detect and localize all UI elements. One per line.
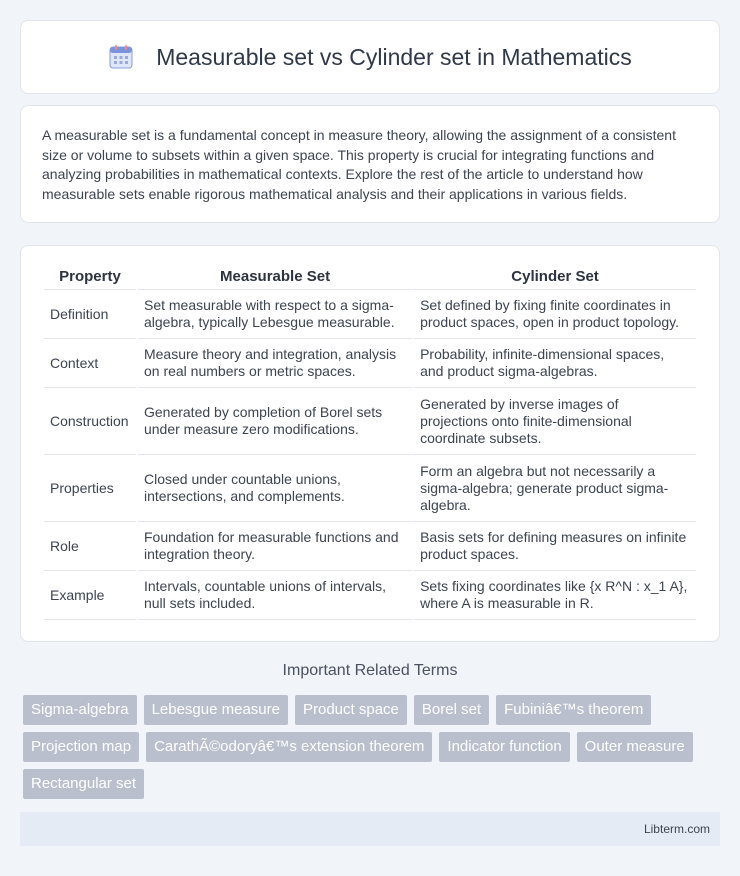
table-row — [44, 455, 696, 522]
row-cylinder-set: Form an algebra but not necessarily a sigma-algebra; generate product sigma-algebra. — [414, 455, 696, 522]
footer — [20, 812, 720, 846]
row-cylinder-set: Sets fixing coordinates like {x R^N : x_1 A}, where A is measurable in R. — [414, 571, 696, 620]
row-property: Definition — [44, 290, 136, 339]
table-header-row — [44, 264, 696, 290]
row-cylinder-set: Generated by inverse images of projections onto finite-dimensional coordinate subsets. — [414, 388, 696, 455]
row-property: Role — [44, 522, 136, 571]
row-property: Context — [44, 339, 136, 388]
row-property: Example — [44, 571, 136, 620]
column-header-measurable-set: Measurable Set — [138, 264, 412, 290]
table-row — [44, 522, 696, 571]
row-measurable-set: Foundation for measurable functions and integration theory. — [138, 522, 412, 571]
column-header-property: Property — [44, 264, 136, 290]
comparison-table-card — [20, 245, 720, 642]
tag-rectangular-set[interactable]: Rectangular set — [23, 769, 144, 799]
tag-sigma-algebra[interactable]: Sigma-algebra — [23, 695, 137, 725]
row-measurable-set: Closed under countable unions, intersections, and complements. — [138, 455, 412, 522]
table-row — [44, 290, 696, 339]
related-terms-tags — [23, 695, 713, 806]
table-row — [44, 388, 696, 455]
row-property: Properties — [44, 455, 136, 522]
column-header-cylinder-set: Cylinder Set — [414, 264, 696, 290]
row-measurable-set: Intervals, countable unions of intervals, null sets included. — [138, 571, 412, 620]
tag-projection-map[interactable]: Projection map — [23, 732, 139, 762]
tag-borel-set[interactable]: Borel set — [414, 695, 489, 725]
header-card — [20, 20, 720, 94]
tag-caratheodory-extension-theorem[interactable]: CarathÃ©odoryâ€™s extension theorem — [146, 732, 432, 762]
intro-text: A measurable set is a fundamental concept in measure theory, allowing the assignment of a consistent size or volume to subsets within a given space. This property is crucial for integrating functions and analyzing probabilities in mathematical contexts. Explore the rest of the article to understand how measurable sets enable rigorous mathematical analysis and their applications in various fields. — [42, 127, 676, 202]
tag-product-space[interactable]: Product space — [295, 695, 407, 725]
row-cylinder-set: Set defined by fixing finite coordinates in product spaces, open in product topology. — [414, 290, 696, 339]
table-row — [44, 339, 696, 388]
table-row — [44, 571, 696, 620]
row-cylinder-set: Basis sets for defining measures on infinite product spaces. — [414, 522, 696, 571]
tag-lebesgue-measure[interactable]: Lebesgue measure — [144, 695, 288, 725]
row-measurable-set: Measure theory and integration, analysis on real numbers or metric spaces. — [138, 339, 412, 388]
page-title: Measurable set vs Cylinder set in Mathematics — [156, 43, 632, 70]
row-measurable-set: Generated by completion of Borel sets under measure zero modifications. — [138, 388, 412, 455]
comparison-table — [42, 264, 698, 620]
tag-outer-measure[interactable]: Outer measure — [577, 732, 693, 762]
related-terms-title: Important Related Terms — [282, 662, 458, 679]
intro-card — [20, 105, 720, 223]
tag-indicator-function[interactable]: Indicator function — [439, 732, 569, 762]
footer-site-link[interactable]: Libterm.com — [643, 822, 710, 836]
row-cylinder-set: Probability, infinite-dimensional spaces, and product sigma-algebras. — [414, 339, 696, 388]
tag-fubini-theorem[interactable]: Fubiniâ€™s theorem — [496, 695, 651, 725]
calendar-icon — [108, 44, 134, 70]
row-property: Construction — [44, 388, 136, 455]
row-measurable-set: Set measurable with respect to a sigma-algebra, typically Lebesgue measurable. — [138, 290, 412, 339]
